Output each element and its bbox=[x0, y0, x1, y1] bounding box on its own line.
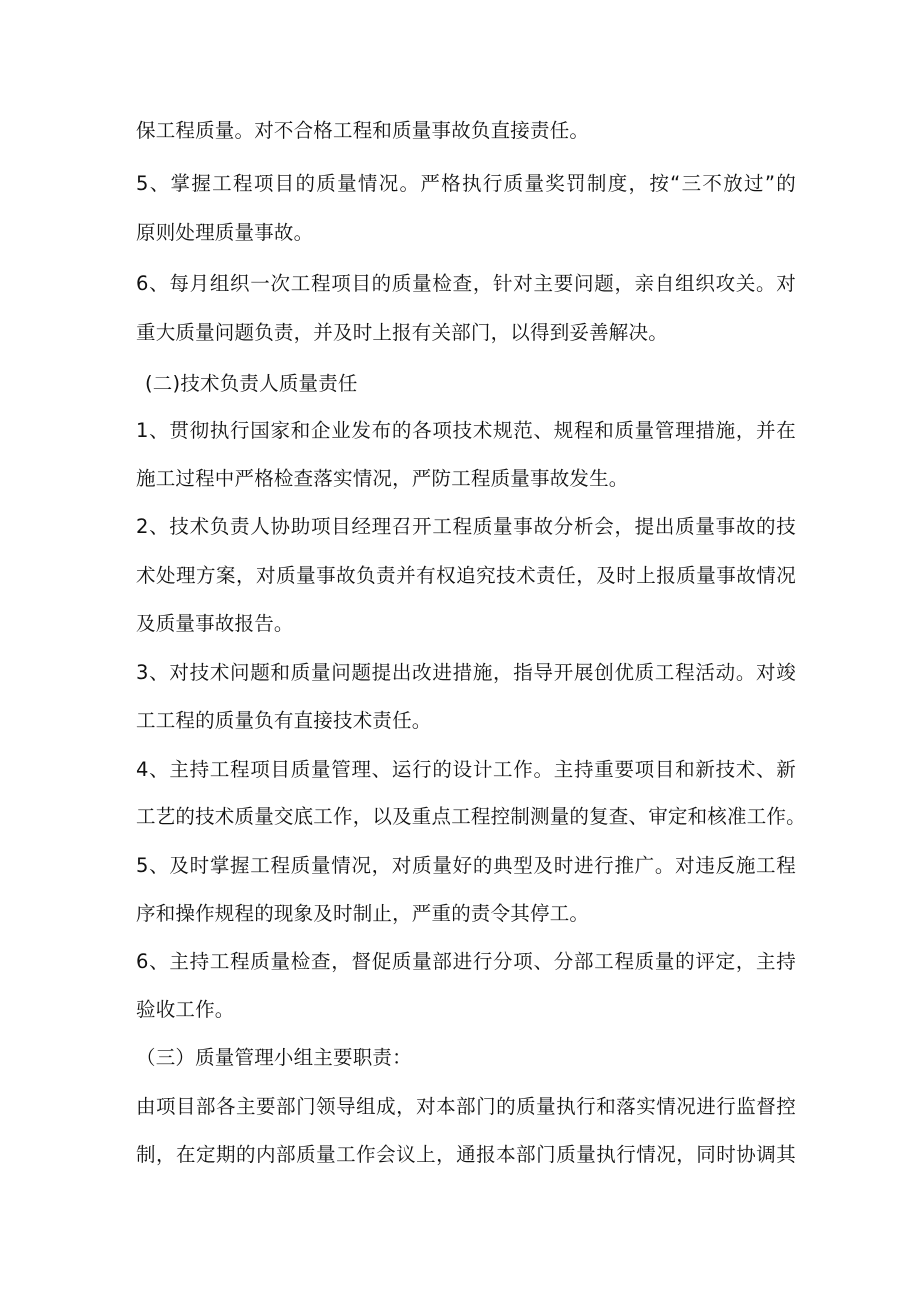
text-line: 重大质量问题负责，并及时上报有关部门，以得到妥善解决。 bbox=[136, 321, 668, 344]
text-line: 及质量事故报告。 bbox=[136, 612, 294, 635]
section-heading: (二)技术负责人质量责任 bbox=[145, 372, 358, 395]
text-line: 施工过程中严格检查落实情况，严防工程质量事故发生。 bbox=[136, 467, 629, 490]
section-heading: （三）质量管理小组主要职责： bbox=[136, 1046, 412, 1069]
text-line: 5、及时掌握工程质量情况，对质量好的典型及时进行推广。对违反施工程 bbox=[136, 854, 796, 877]
text-line: 4、主持工程项目质量管理、运行的设计工作。主持重要项目和新技术、新 bbox=[136, 758, 796, 781]
text-line: 验收工作。 bbox=[136, 998, 235, 1021]
text-line: 2、技术负责人协助项目经理召开工程质量事故分析会，提出质量事故的技 bbox=[136, 515, 796, 538]
text-line: 保工程质量。对不合格工程和质量事故负直接责任。 bbox=[136, 119, 590, 142]
text-line: 序和操作规程的现象及时制止，严重的责令其停工。 bbox=[136, 902, 590, 925]
text-line: 5、掌握工程项目的质量情况。严格执行质量奖罚制度，按“三不放过”的 bbox=[136, 172, 796, 195]
text-line: 1、贯彻执行国家和企业发布的各项技术规范、规程和质量管理措施，并在 bbox=[136, 419, 796, 442]
text-line: 术处理方案，对质量事故负责并有权追究技术责任，及时上报质量事故情况 bbox=[136, 564, 796, 587]
text-line: 3、对技术问题和质量问题提出改进措施，指导开展创优质工程活动。对竣 bbox=[136, 661, 796, 684]
text-line: 制，在定期的内部质量工作会议上，通报本部门质量执行情况，同时协调其 bbox=[136, 1143, 796, 1166]
text-line: 工艺的技术质量交底工作，以及重点工程控制测量的复查、审定和核准工作。 bbox=[136, 805, 806, 828]
text-line: 6、每月组织一次工程项目的质量检查，针对主要问题，亲自组织攻关。对 bbox=[136, 272, 796, 295]
text-line: 由项目部各主要部门领导组成，对本部门的质量执行和落实情况进行监督控 bbox=[136, 1095, 796, 1118]
text-line: 工工程的质量负有直接技术责任。 bbox=[136, 709, 432, 732]
text-line: 6、主持工程质量检查，督促质量部进行分项、分部工程质量的评定，主持 bbox=[136, 950, 796, 973]
text-line: 原则处理质量事故。 bbox=[136, 221, 314, 244]
